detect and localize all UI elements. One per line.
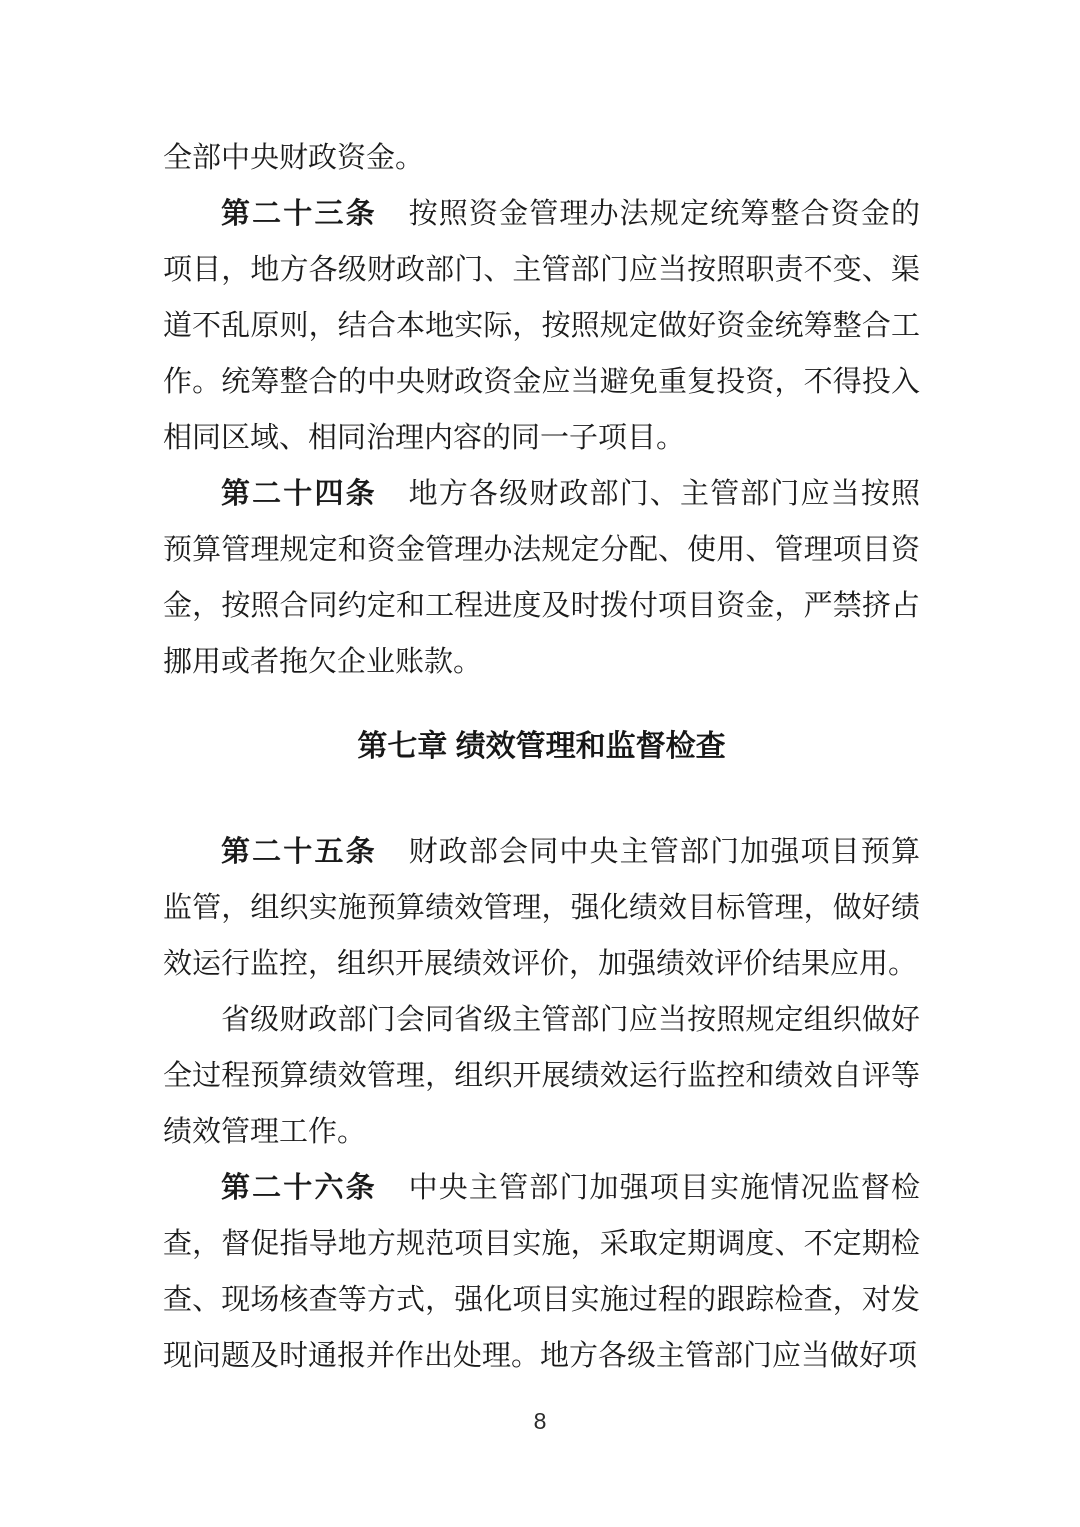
article-25-text: 财政部会同中央主管部门加强项目预算监管，组织实施预算绩效管理，强化绩效目标管理，做好绩效运行监控，组织开展绩效评价，加强绩效评价结果应用。: [163, 836, 920, 980]
article-23-number: 第二十三条: [221, 198, 377, 230]
paragraph-article-24: [163, 466, 920, 690]
paragraph-article-26: [163, 1160, 920, 1384]
article-26-number: 第二十六条: [221, 1172, 377, 1204]
article-24-number: 第二十四条: [221, 478, 377, 510]
paragraph-article-23: [163, 186, 920, 466]
chapter-heading: 第七章 绩效管理和监督检查: [357, 730, 726, 763]
page-number: 8: [533, 1408, 547, 1434]
paragraph-provincial: 省级财政部门会同省级主管部门应当按照规定组织做好全过程预算绩效管理，组织开展绩效运行监控和绩效自评等绩效管理工作。: [163, 1004, 920, 1148]
paragraph-continuation: 全部中央财政资金。: [163, 142, 425, 174]
article-24-text: 地方各级财政部门、主管部门应当按照预算管理规定和资金管理办法规定分配、使用、管理项目资金，按照合同约定和工程进度及时拨付项目资金，严禁挤占挪用或者拖欠企业账款。: [163, 478, 920, 678]
paragraph-article-25: [163, 824, 920, 992]
article-26-text: 中央主管部门加强项目实施情况监督检查，督促指导地方规范项目实施，采取定期调度、不定期检查、现场核查等方式，强化项目实施过程的跟踪检查，对发现问题及时通报并作出处理。地方各级主管部门应当做好项: [163, 1172, 920, 1372]
article-25-number: 第二十五条: [221, 836, 377, 868]
article-23-text: 按照资金管理办法规定统筹整合资金的项目，地方各级财政部门、主管部门应当按照职责不变、渠道不乱原则，结合本地实际，按照规定做好资金统筹整合工作。统筹整合的中央财政资金应当避免重复投资，不得投入相同区域、相同治理内容的同一子项目。: [163, 198, 920, 454]
